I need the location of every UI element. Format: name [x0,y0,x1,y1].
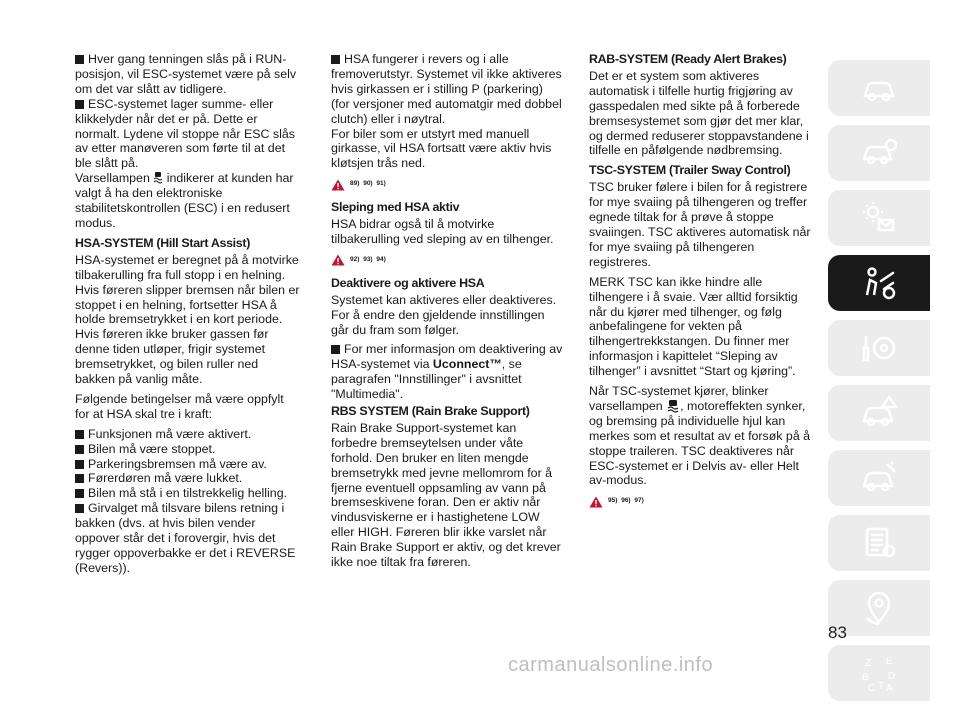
warning-triangle-icon [589,496,603,508]
esc-lamp-paragraph [75,171,300,231]
condition-item: Bilen må stå i en tilstrekkelig helling. [75,486,300,501]
hsa-manual-paragraph: For biler som er utstyrt med manuell girkasse, vil HSA fortsatt være aktiv hvis kløtsjen trås ned. [331,126,552,171]
seat-airbag-icon [859,263,899,303]
car-warning-icon [859,393,899,433]
svg-text:B: B [862,672,869,683]
tab-index[interactable] [828,645,930,701]
tab-safety[interactable] [828,255,930,311]
hsa-paragraph-2: Følgende betingelser må være oppfylt for at HSA skal tre i kraft: [75,391,284,421]
lamp-text-post: indikerer at kunden har valgt å ha den elektroniske stabilitetskontrollen (ESC) i en redusert modus. [75,171,294,230]
rbs-paragraph: Rain Brake Support-systemet kan forbedre bremseytelsen under våte forhold. Den bruker en liten mengde bremsetrykk med jevne mellomrom for å fjerne eventuell oppsamling av vann på bremseskivene foran. Den er aktiv når vindusviskerne er i hastighetene LOW eller HIGH. Føreren blir ikke varslet når Rain Brake Support er aktiv, og det krever ikke noe tiltak fra føreren. [331,420,561,570]
warning-refs: 95) 96) 97) [608,497,644,505]
text-column-3 [589,52,814,517]
condition-item: Funksjonen må være aktivert. [75,427,300,442]
rab-paragraph: Det er et system som aktiveres automatisk i tilfelle hurtig frigjøring av gasspedalen med sikte på å forberede bremsesystemet som gjør det mer klar, og dermed reduserer stoppavstandene i tilfelle en påfølgende nødbremsing. [589,68,809,158]
svg-text:D: D [888,671,896,682]
text-column-2 [331,52,563,575]
condition-item: Førerdøren må være lukket. [75,471,300,486]
condition-item: Parkeringsbremsen må være av. [75,457,300,472]
warning-refs: 92) 93) 94) [350,255,386,263]
car-info-icon [859,133,899,173]
rbs-heading: RBS SYSTEM (Rain Brake Support) [331,404,530,419]
car-service-icon [859,458,899,498]
tab-dashboard[interactable] [828,60,930,116]
sleping-paragraph: HSA bidrar også til å motvirke tilbakerulling ved sleping av en tilhenger. [331,217,554,246]
tsc-paragraph-3: Når TSC-systemet kjører, blinker varsellampen , motoreffekten synker, og bremsing på individuelle hjul kan merkes som et resultat av et forsøk på å stoppe traileren. TSC deaktiveres når ESC-systemet er i Delvis av- eller Helt av-modus. [589,384,811,488]
bullet-hsa-reverse: HSA fungerer i revers og i alle fremoverutstyr. Systemet vil ikke aktiveres hvis girkassen er i stilling P (parkering) (for versjoner med automatgir med dobbel clutch) eller i nøytral. [331,52,562,126]
deaktivere-paragraph: Systemet kan aktiveres eller deaktiveres. For å endre den gjeldende innstillingen går du fram som følger. [331,292,557,337]
text-column-1 [75,52,300,576]
tsc-paragraph-2: MERK TSC kan ikke hindre alle tilhengere i å svaie. Vær alltid forsiktig når du kjører med tilhenger, og følg anbefalingene for vekten på tilhengertrekkstangen. Du finner mer informasjon i kapittelet “Sleping av tilhenger” i avsnittet “Start og kjøring”. [589,274,798,379]
hsa-heading: HSA-SYSTEM (Hill Start Assist) [75,235,251,250]
svg-text:T: T [878,681,885,692]
bullet-esc-sound: ESC-systemet lager summe- eller klikkelyder når det er på. Dette er normalt. Lydene vil stoppe når ESC slås av etter manøveren som førte til at det ble slått på. [75,97,300,172]
svg-text:E: E [886,656,893,667]
warning-triangle-icon [331,254,345,266]
tsc-paragraph-1: TSC bruker følere i bilen for å registrere for mye svaiing på tilhengeren og treffer egnede tiltak for å prøve å stoppe svaiingen. TSC aktiveres automatisk når for mye svaiing på tilhengeren registreres. [589,180,811,269]
hsa-paragraph-1: HSA-systemet er beregnet på å motvirke tilbakerulling fra full stopp i en helning. Hvis føreren slipper bremsen når bilen er stoppet i en helning, fortsetter HSA å holde bremsetrykket i en kort periode. Hvis føreren ikke bruker gassen før denne tiden utløper, frigir systemet bremsetrykket, og bilen ruller ned bakken på vanlig måte. [75,252,300,387]
chapter-tabs [828,60,930,710]
data-list-icon [859,523,899,563]
watermark: carmanualsonline.info [508,654,714,676]
tsc-heading: TSC-SYSTEM (Trailer Sway Control) [589,163,791,178]
tab-maintenance[interactable] [828,450,930,506]
lights-message-icon [859,198,899,238]
warning-reference [331,253,563,268]
page-number: 83 [828,623,847,642]
condition-item: Bilen må være stoppet. [75,442,300,457]
navigation-icon [859,588,899,628]
warning-triangle-icon [331,179,345,191]
steering-key-icon [859,328,899,368]
esc-off-warning-icon [153,171,163,185]
tab-technical-data[interactable] [828,515,930,571]
tab-lights[interactable] [828,190,930,246]
bullet-esc-run: Hver gang tenningen slås på i RUN-posisjon, vil ESC-systemet være på selv om det var slått av tidligere. [75,52,300,97]
tab-car-info[interactable] [828,125,930,181]
svg-text:C: C [868,683,876,694]
tab-emergency[interactable] [828,385,930,441]
lamp-text-pre: Varsellampen [75,171,150,186]
rab-heading: RAB-SYSTEM (Ready Alert Brakes) [589,52,787,66]
bullet-uconnect: For mer informasjon om deaktivering av HSA-systemet via Uconnect™, se paragrafen "Innstillinger" i avsnittet "Multimedia". [331,342,563,402]
sleping-heading: Sleping med HSA aktiv [331,200,460,215]
warning-reference [589,494,814,509]
car-dashboard-icon [859,68,899,108]
tab-starting-driving[interactable] [828,320,930,376]
condition-item: Girvalget må tilsvare bilens retning i bakken (dvs. at hvis bilen vender oppover står det i forovergir, hvis det rygger oppoverbakke er det i REVERSE (Revers)). [75,501,300,576]
index-letters-icon [859,653,899,693]
uconnect-brand: Uconnect™ [432,357,502,372]
svg-text:Z: Z [865,658,872,669]
warning-refs: 89) 90) 91) [350,180,386,188]
svg-text:A: A [886,683,893,694]
warning-reference [331,177,563,192]
deaktivere-heading: Deaktivere og aktivere HSA [331,275,485,290]
trailer-sway-warning-icon [666,399,680,413]
